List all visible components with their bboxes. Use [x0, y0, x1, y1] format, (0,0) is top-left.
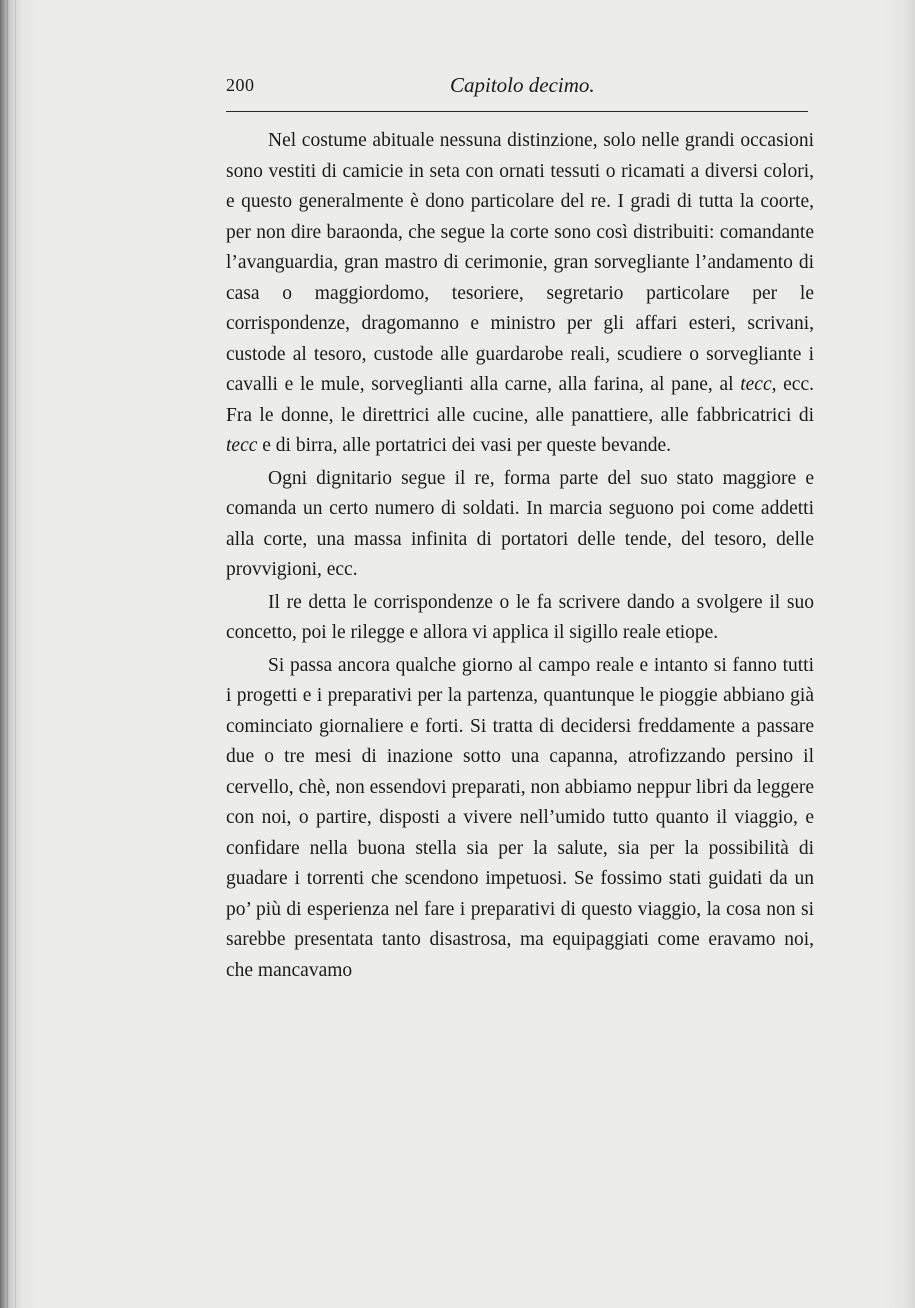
paragraph-2: Ogni dignitario segue il re, forma parte del suo stato maggiore e comanda un certo numero di soldati. In marcia seguono poi come addetti alla corte, una massa infinita di portatori delle tende, del tesoro, delle provvigioni, ecc.	[226, 467, 814, 580]
paragraph-1	[226, 126, 814, 462]
paragraph-1-text-3: e di birra, alle portatrici dei vasi per queste bevande.	[257, 435, 672, 456]
header-rule	[226, 111, 808, 112]
page-header	[226, 70, 808, 100]
paragraph-3: Il re detta le corrispondenze o le fa scrivere dando a svolgere il suo concetto, poi le rilegge e allora vi applica il sigillo reale etiope.	[226, 591, 814, 643]
paragraph-1-text-1: Nel costume abituale nessuna distinzione, solo nelle grandi occasioni sono vestiti di camicie in seta con ornati tessuti o ricamati a diversi colori, e questo generalmente è dono particolare del re. I gradi di tutta la coorte, per non dire baraonda, che segue la corte sono così distribuiti: comandante l’avanguardia, gran mastro di cerimonie, gran sorvegliante l’andamento di casa o maggiordomo, tesoriere, segretario particolare per le corrispondenze, dragomanno e ministro per gli affari esteri, scrivani, custode al tesoro, custode alle guardarobe reali, scudiere o sorvegliante i cavalli e le mule, sorveglianti alla carne, alla farina, al pane, al	[226, 130, 814, 395]
binding-edge	[7, 0, 8, 1308]
page-number: 200	[226, 75, 255, 95]
paragraph-1-text-2: , ecc. Fra le donne, le direttrici alle cucine, alle panattiere, alle fabbricatrici di	[226, 374, 814, 426]
binding-edge-inner	[15, 0, 16, 1308]
paragraph-1-italic-tecc-2: tecc	[226, 435, 258, 456]
body-text	[226, 126, 814, 986]
paragraph-4: Si passa ancora qualche giorno al campo reale e intanto si fanno tutti i progetti e i preparativi per la partenza, quantunque le pioggie abbiano già cominciato giornaliere e forti. Si tratta di decidersi freddamente a passare due o tre mesi di inazione sotto una capanna, atrofizzando persino il cervello, chè, non essendovi preparati, non abbiamo neppur libri da leggere con noi, o partire, disposti a vivere nell’umido tutto quanto il viaggio, e confidare nella buona stella sia per la salute, sia per la possibilità di guadare i torrenti che scendono impetuosi. Se fossimo stati guidati da un po’ più di esperienza nel fare i preparativi di questo viaggio, la cosa non si sarebbe presentata tanto disastrosa, ma equipaggiati come eravamo noi, che mancavamo	[226, 654, 814, 981]
paragraph-1-italic-tecc-1: tecc	[740, 374, 772, 395]
running-head: Capitolo decimo.	[450, 73, 595, 97]
